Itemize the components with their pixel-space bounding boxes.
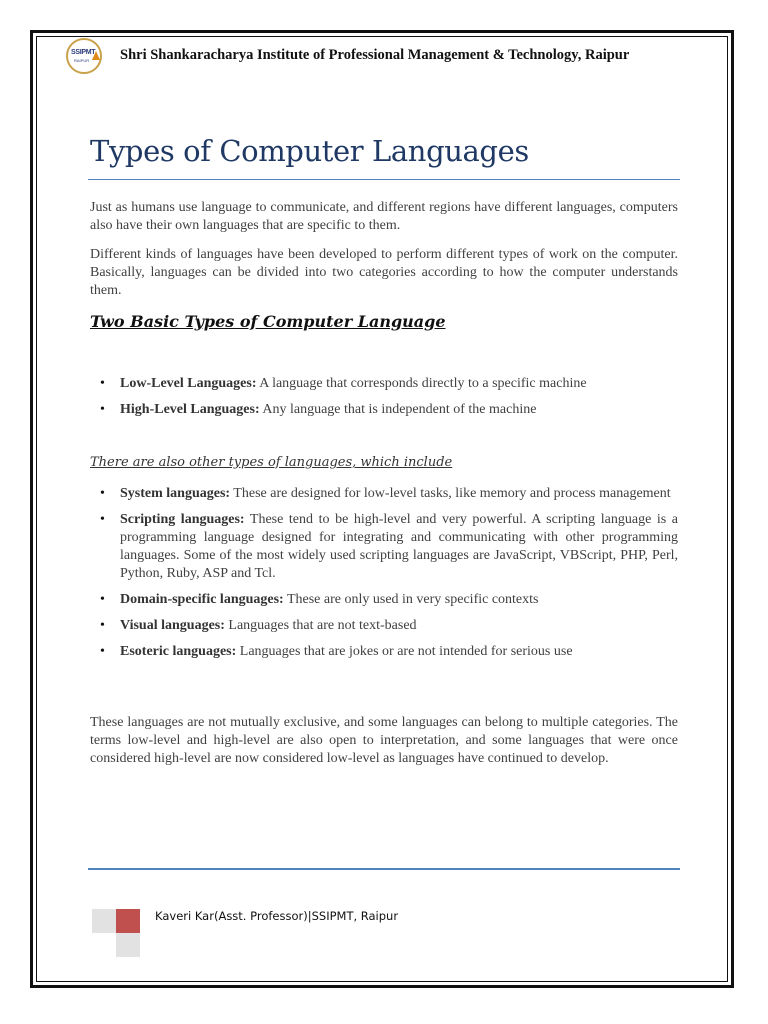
title-divider [88,179,680,180]
list-item-desc: These tend to be high-level and very powerful. A scripting language is a programming language designed for integrating and communicating with other programming languages. Some of the most widely used scripting languages are JavaScript, VBScript, PHP, Perl, Python, Ruby, ASP and Tcl. [120,512,678,581]
list-item-term: High-Level Languages: [120,402,260,417]
footer-square-grey [92,909,116,933]
list-item-desc: A language that corresponds directly to a specific machine [256,376,587,391]
list-item-desc: These are only used in very specific contexts [283,592,539,607]
list-item-desc: Languages that are not text-based [224,618,417,633]
page-header [66,38,706,80]
list-item [96,511,678,583]
list-item-term: Low-Level Languages: [120,376,257,391]
flame-icon [92,51,100,60]
page-title: Types of Computer Languages [90,134,529,168]
list-item-term: Domain-specific languages: [120,592,284,607]
bullet-icon: • [100,644,105,659]
footer-divider [88,868,680,870]
intro-paragraph-2: Different kinds of languages have been developed to perform different types of work on the computer. Basically, languages can be divided into two categories according to how the computer understands them. [90,247,678,298]
list-item-term: System languages: [120,486,231,501]
logo-text: SSIPMT [71,49,96,56]
list-item [96,375,678,393]
institute-logo [66,38,102,74]
intro-paragraph-1: Just as humans use language to communicate, and different regions have different languages, computers also have their own languages that are specific to them. [90,200,678,233]
list-item [96,591,678,609]
bullet-icon: • [100,618,105,633]
institute-name: Shri Shankaracharya Institute of Professional Management & Technology, Raipur [120,47,630,63]
footer-square-red [116,909,140,933]
conclusion-paragraph: These languages are not mutually exclusive, and some languages can belong to multiple categories. The terms low-level and high-level are also open to interpretation, and some languages that were once considered high-level are now considered low-level as languages have continued to develop. [90,715,678,766]
list-item [96,643,678,661]
other-types-list [96,485,678,669]
footer-author: Kaveri Kar(Asst. Professor)|SSIPMT, Raipur [155,909,399,923]
bullet-icon: • [100,402,105,417]
list-item-desc: These are designed for low-level tasks, like memory and process management [230,486,671,501]
basic-types-list [96,375,678,427]
footer-square-grey [116,933,140,957]
list-item [96,617,678,635]
list-item-desc: Any language that is independent of the machine [259,402,537,417]
bullet-icon: • [100,512,105,527]
bullet-icon: • [100,376,105,391]
logo-subtext: RAIPUR [74,58,90,63]
basic-types-heading: Two Basic Types of Computer Language [90,312,446,331]
list-item-term: Esoteric languages: [120,644,237,659]
list-item-desc: Languages that are jokes or are not intended for serious use [236,644,573,659]
bullet-icon: • [100,486,105,501]
list-item [96,401,678,419]
list-item-term: Scripting languages: [120,512,245,527]
list-item [96,485,678,503]
other-types-heading: There are also other types of languages, which include [90,455,453,470]
list-item-term: Visual languages: [120,618,225,633]
bullet-icon: • [100,592,105,607]
